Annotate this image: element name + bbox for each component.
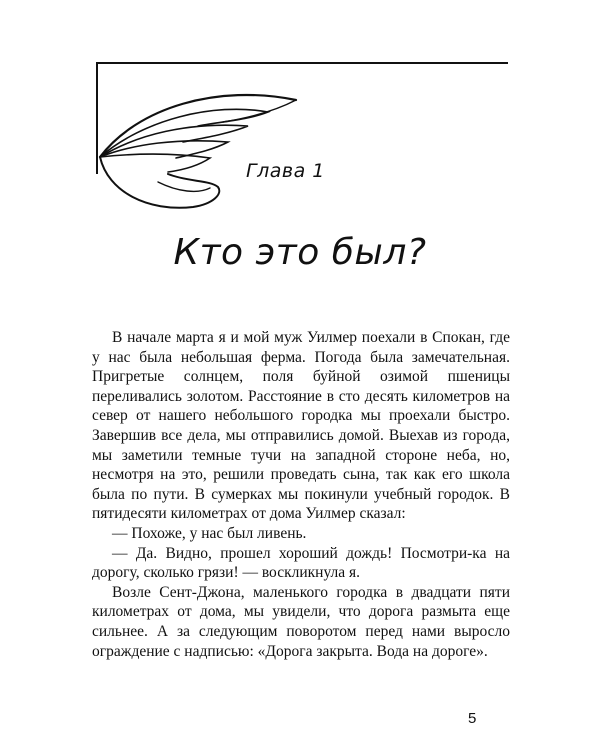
chapter-title: Кто это был? — [173, 232, 427, 273]
decorative-frame-top-line — [96, 62, 508, 64]
paragraph: — Да. Видно, прошел хороший дождь! Посмотри-ка на дорогу, сколько грязи! — воскликнула я. — [92, 544, 510, 582]
wing-ornament-icon — [98, 82, 298, 222]
paragraph: Возле Сент-Джона, маленького городка в двадцати пяти километрах от дома, мы увидели, что дорога размыта еще сильнее. А за следующим поворотом перед нами выросло ограждение с надписью: «Дорога закрыта. Вода на дороге». — [92, 583, 510, 660]
page-number: 5 — [468, 710, 477, 727]
chapter-label: Глава 1 — [246, 160, 325, 182]
paragraph: В начале марта я и мой муж Уилмер поехали в Спокан, где у нас была небольшая ферма. Погода была замечательная. Пригретые солнцем, поля буйной озимой пшеницы переливались золотом. Расстояние в сто десять километров на север от нашего небольшого городка мы проехали быстро. Завершив все дела, мы отправились домой. Выехав из города, мы заметили темные тучи на западной стороне неба, но, несмотря на это, решили проведать сына, так как его школа была по пути. В сумерках мы покинули учебный городок. В пятидесяти километрах от дома Уилмер сказал: — [92, 329, 510, 523]
chapter-body-text — [92, 328, 510, 661]
paragraph: — Похоже, у нас был ливень. — [112, 524, 307, 542]
